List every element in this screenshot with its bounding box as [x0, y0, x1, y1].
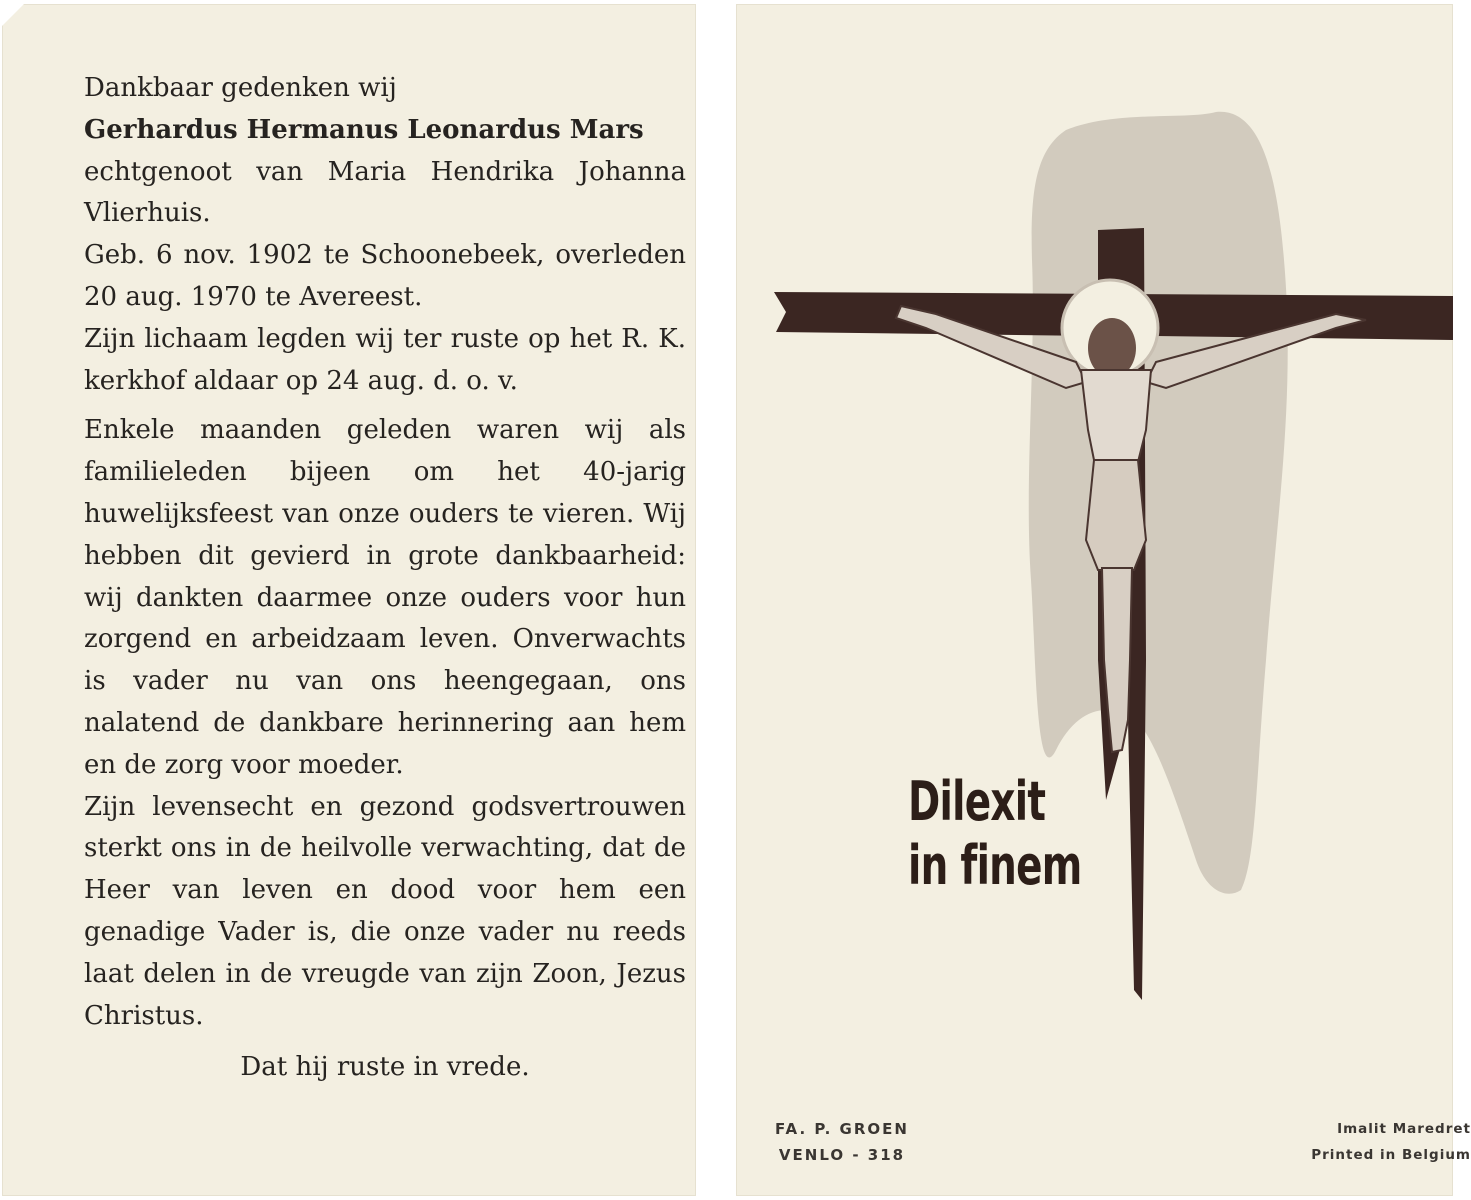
crucifix-illustration: [736, 100, 1453, 1010]
faith-paragraph: Zijn levensecht en gezond godsvertrouwen sterkt ons in de heilvolle verwachting, dat de Heer van leven en dood voor hem een genadige Vader is, die onze vader nu reeds laat delen in de vreugde van zijn Zoon, Jezus Christus.: [84, 791, 686, 1031]
motto-line-2: in finem: [908, 834, 1082, 897]
printer-imprint: [1285, 1116, 1471, 1168]
intro-line: Dankbaar gedenken wij: [84, 73, 397, 103]
figure-loincloth: [1086, 460, 1146, 570]
publisher-name: FA. P. GROEN: [775, 1120, 909, 1138]
printer-name: Imalit Maredret: [1337, 1121, 1471, 1137]
printed-in-line: Printed in Belgium: [1311, 1147, 1471, 1163]
memorial-text: [84, 68, 686, 1089]
publisher-imprint: [772, 1116, 912, 1168]
deceased-name: Gerhardus Hermanus Leonardus Mars: [84, 114, 644, 145]
birth-death-line: Geb. 6 nov. 1902 te Schoonebeek, overleden 20 aug. 1970 te Avereest.: [84, 240, 686, 312]
spouse-line: echtgenoot van Maria Hendrika Johanna Vlierhuis.: [84, 156, 686, 229]
folded-corner: [2, 4, 24, 26]
closing-line: Dat hij ruste in vrede.: [240, 1052, 530, 1083]
motto-line-1: Dilexit: [908, 770, 1046, 833]
burial-line: Zijn lichaam legden wij ter ruste op het R. K. kerkhof aldaar op 24 aug. d. o. v.: [84, 323, 686, 396]
latin-motto: [908, 770, 1082, 898]
publisher-location: VENLO - 318: [778, 1146, 906, 1164]
anniversary-paragraph: Enkele maanden geleden waren wij als familieleden bijeen om het 40-jarig huwelijksfeest van onze ouders te vieren. Wij hebben dit gevierd in grote dankbaarheid: wij dankten daarmee onze ouders voor hun zorgend en arbeidzaam leven. Onverwachts is vader nu van ons heengegaan, ons nalatend de dankbare herinnering aan hem en de zorg voor moeder.: [84, 415, 686, 780]
